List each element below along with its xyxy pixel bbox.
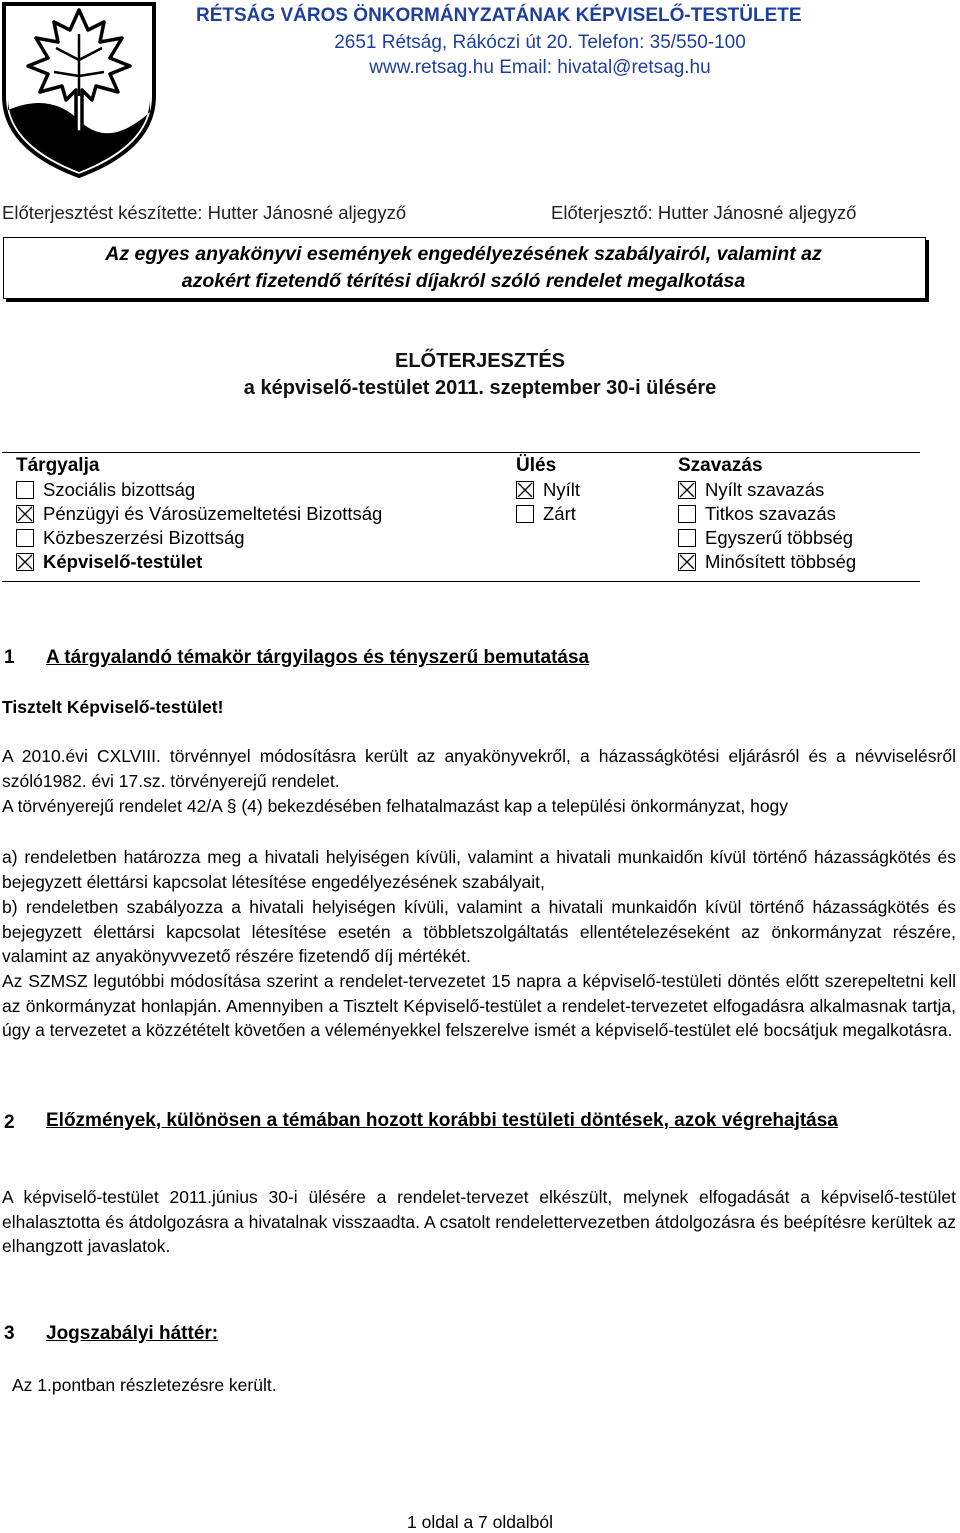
checked-box-icon[interactable]: [16, 553, 34, 571]
section1-paragraph-1: A 2010.évi CXLVIII. törvénnyel módosításra került az anyakönyvekről, a házasságkötési eljárásról és a névviselésről szóló1982. évi 17.sz. törvényerejű rendelet.: [2, 746, 956, 791]
checked-box-icon[interactable]: [516, 481, 534, 499]
discussed-by-item-label: Képviselő-testület: [43, 551, 203, 572]
checked-box-icon[interactable]: [678, 553, 696, 571]
table-top-rule: [2, 452, 920, 453]
discussed-by-item-row: [16, 550, 382, 574]
document-title-line1: Az egyes anyakönyvi események engedélyezésének szabályairól, valamint az: [105, 243, 822, 265]
section3-number: 3: [4, 1323, 15, 1344]
voting-item-row: [678, 526, 856, 550]
discussed-by-item-row: [16, 502, 382, 526]
discussed-by-item-row: [16, 478, 382, 502]
unchecked-box-icon[interactable]: [678, 529, 696, 547]
checked-box-icon[interactable]: [16, 505, 34, 523]
voting-item-label: Egyszerű többség: [705, 527, 854, 548]
prepared-by: Előterjesztést készítette: Hutter Jánosné aljegyző: [2, 202, 407, 223]
section1-paragraph-3: Az SZMSZ legutóbbi módosítása szerint a rendelet-tervezetet 15 napra a képviselő-testületi döntés előtt szerepeltetni kell az önkormányzat honlapján. Amennyiben a Tisztelt Képviselő-testület a rendelet-tervezetet elfogadásra alkalmasnak tartja, úgy a tervezetet a közzétételt követően a véleményekkel felszerelve ismét a képviselő-testület elé bocsátjuk megalkotásra.: [2, 971, 956, 1040]
discussed-by-item-row: [16, 526, 382, 550]
discussed-by-item-label: Szociális bizottság: [43, 479, 196, 500]
discussed-by-item-label: Közbeszerzési Bizottság: [43, 527, 245, 548]
section2-title: Előzmények, különösen a témában hozott korábbi testületi döntések, azok végrehajtása: [46, 1110, 838, 1131]
greeting: Tisztelt Képviselő-testület!: [2, 697, 224, 717]
unchecked-box-icon[interactable]: [16, 481, 34, 499]
voting-item-label: Titkos szavazás: [705, 503, 836, 524]
session-item-row: [516, 478, 580, 502]
discussed-by-item-label: Pénzügyi és Városüzemeltetési Bizottság: [43, 503, 383, 524]
unchecked-box-icon[interactable]: [678, 505, 696, 523]
document-title-line2: azokért fizetendő térítési díjakról szóló rendelet megalkotása: [181, 270, 746, 292]
section1-number: 1: [4, 647, 15, 668]
section1-paragraph-a: a) rendeletben határozza meg a hivatali helyiségen kívüli, valamint a hivatali munkaidőn kívül történő házasságkötés és bejegyzett élettársi kapcsolat létesítése engedélyezésének szabályait,: [2, 847, 956, 892]
section1-title: A tárgyalandó témakör tárgyilagos és tényszerű bemutatása: [46, 647, 590, 668]
table-bottom-rule: [2, 581, 920, 582]
checked-box-icon[interactable]: [678, 481, 696, 499]
session-item-label: Zárt: [543, 503, 576, 524]
section3-paragraph: Az 1.pontban részletezésre került.: [12, 1375, 277, 1395]
session-list: [516, 478, 580, 526]
section1-paragraph-2: A törvényerejű rendelet 42/A § (4) bekezdésében felhatalmazást kap a települési önkormányzat, hogy: [2, 796, 789, 816]
section2-number: 2: [4, 1112, 15, 1133]
organization-contact: www.retsag.hu Email: hivatal@retsag.hu: [369, 57, 711, 78]
meeting-date: a képviselő-testület 2011. szeptember 30-i ülésére: [243, 377, 717, 399]
discussed-by-list: [16, 478, 382, 574]
voting-item-row: [678, 478, 856, 502]
presenter: Előterjesztő: Hutter Jánosné aljegyző: [551, 202, 857, 223]
voting-item-label: Nyílt szavazás: [705, 479, 825, 500]
col-header-voting: Szavazás: [678, 455, 763, 476]
voting-item-label: Minősített többség: [705, 551, 857, 572]
organization-name: RÉTSÁG VÁROS ÖNKORMÁNYZATÁNAK KÉPVISELŐ-TESTÜLETE: [196, 5, 802, 26]
municipal-crest-icon: [0, 0, 158, 178]
page-footer: 1 oldal a 7 oldalból: [407, 1512, 553, 1532]
document-title: [3, 241, 924, 295]
section3-title: Jogszabályi háttér:: [46, 1323, 219, 1344]
organization-address: 2651 Rétság, Rákóczi út 20. Telefon: 35/550-100: [334, 32, 746, 53]
voting-list: [678, 478, 856, 574]
unchecked-box-icon[interactable]: [516, 505, 534, 523]
section2-paragraph: A képviselő-testület 2011.június 30-i ülésére a rendelet-tervezet elkészült, melynek elfogadását a képviselő-testület elhalasztotta és átdolgozásra a hivatalnak visszaadta. A csatolt rendelettervezetben átdolgozásra és beépítésre kerültek az elhangzott javaslatok.: [2, 1187, 956, 1256]
voting-item-row: [678, 550, 856, 574]
unchecked-box-icon[interactable]: [16, 529, 34, 547]
session-item-label: Nyílt: [543, 479, 580, 500]
document-type: ELŐTERJESZTÉS: [394, 350, 566, 372]
section1-paragraph-b: b) rendeletben szabályozza a hivatali helyiségen kívüli, valamint a hivatali munkaidőn kívül történő házasságkötés és bejegyzett élettársi kapcsolat létesítése esetén a többletszolgáltatás ellentételezéseként az önkormányzat részére, valamint az anyakönyvvezető részére fizetendő díj mértékét.: [2, 897, 956, 966]
col-header-discussed-by: Tárgyalja: [16, 455, 100, 476]
col-header-session: Ülés: [516, 455, 557, 476]
voting-item-row: [678, 502, 856, 526]
session-item-row: [516, 502, 580, 526]
